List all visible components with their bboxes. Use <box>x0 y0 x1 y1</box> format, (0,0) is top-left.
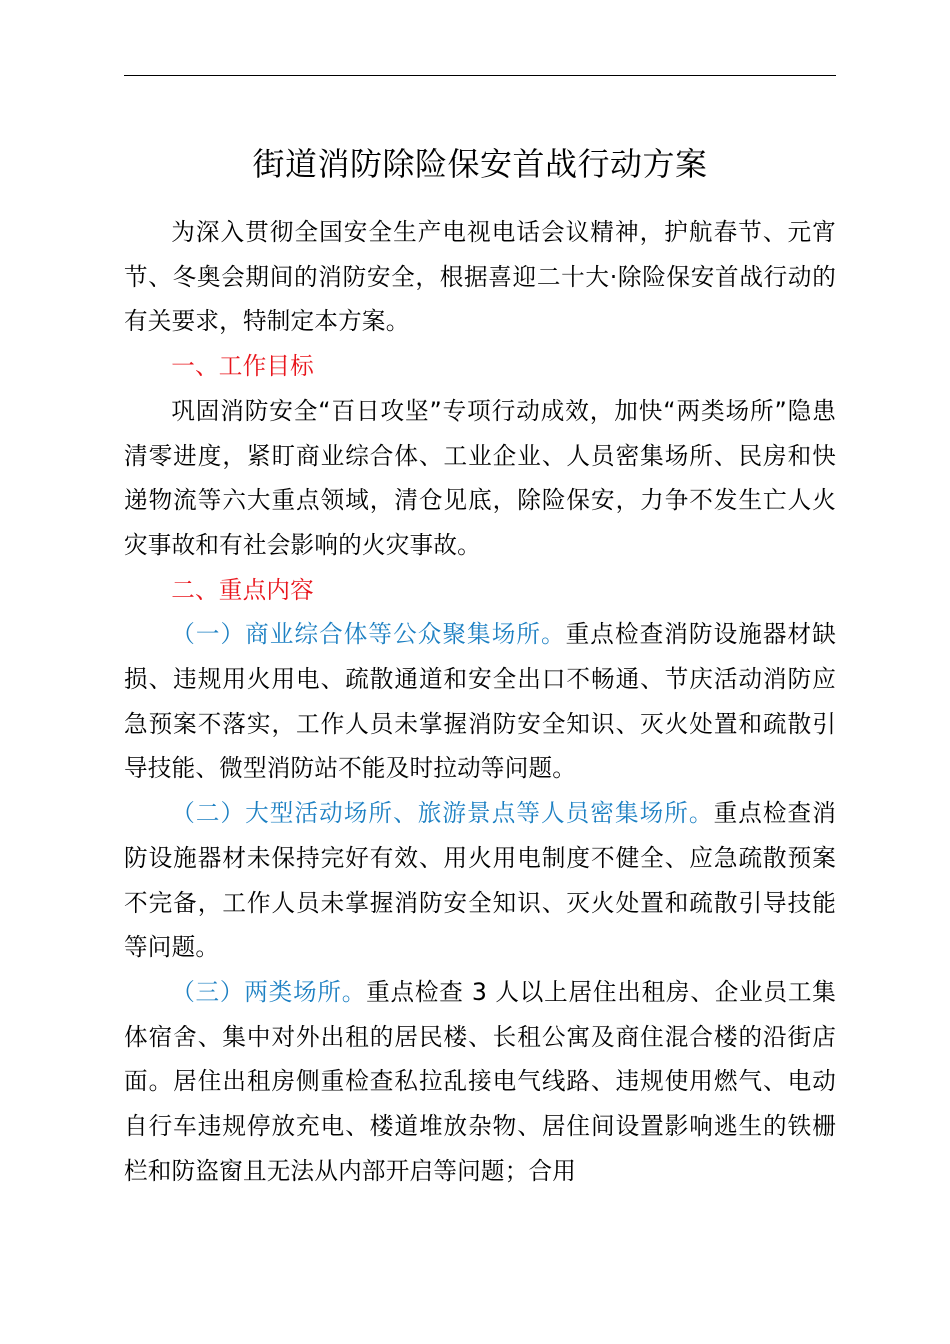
goals-paragraph: 巩固消防安全“百日攻坚”专项行动成效，加快“两类场所”隐患清零进度，紧盯商业综合体、工业企业、人员密集场所、民房和快递物流等六大重点领域，清仓见底，除险保安，力争不发生亡人火灾事故和有社会影响的火灾事故。 <box>124 396 836 559</box>
item-large-events <box>124 791 836 970</box>
item-label: （一）商业综合体等公众聚集场所。 <box>171 620 566 649</box>
document-title: 街道消防除险保安首战行动方案 <box>252 145 708 183</box>
item-label: （三）两类场所。 <box>171 977 367 1006</box>
item-commercial-complex <box>124 612 836 791</box>
item-text: 重点检查 3 人以上居住出租房、企业员工集体宿舍、集中对外出租的居民楼、长租公寓及商住混合楼的沿街店面。居住出租房侧重检查私拉乱接电气线路、违规使用燃气、电动自行车违规停放充电、楼道堆放杂物、居住间设置影响逃生的铁栅栏和防盗窗且无法从内部开启等问题；合用 <box>124 977 836 1185</box>
item-text: 重点检查消防设施器材缺损、违规用火用电、疏散通道和安全出口不畅通、节庆活动消防应急预案不落实，工作人员未掌握消防安全知识、灭火处置和疏散引导技能、微型消防站不能及时拉动等问题。 <box>124 620 836 783</box>
section-heading-key-content: 二、重点内容 <box>171 575 314 604</box>
item-label: （二）大型活动场所、旅游景点等人员密集场所。 <box>171 799 714 828</box>
document-body <box>124 210 836 1193</box>
item-two-venue-types <box>124 970 836 1194</box>
section-heading-goals: 一、工作目标 <box>171 352 314 381</box>
item-text: 重点检查消防设施器材未保持完好有效、用火用电制度不健全、应急疏散预案不完备，工作人员未掌握消防安全知识、灭火处置和疏散引导技能等问题。 <box>124 799 837 962</box>
intro-paragraph: 为深入贯彻全国安全生产电视电话会议精神，护航春节、元宵节、冬奥会期间的消防安全，根据喜迎二十大·除险保安首战行动的有关要求，特制定本方案。 <box>124 218 836 336</box>
header-rule <box>124 75 836 76</box>
